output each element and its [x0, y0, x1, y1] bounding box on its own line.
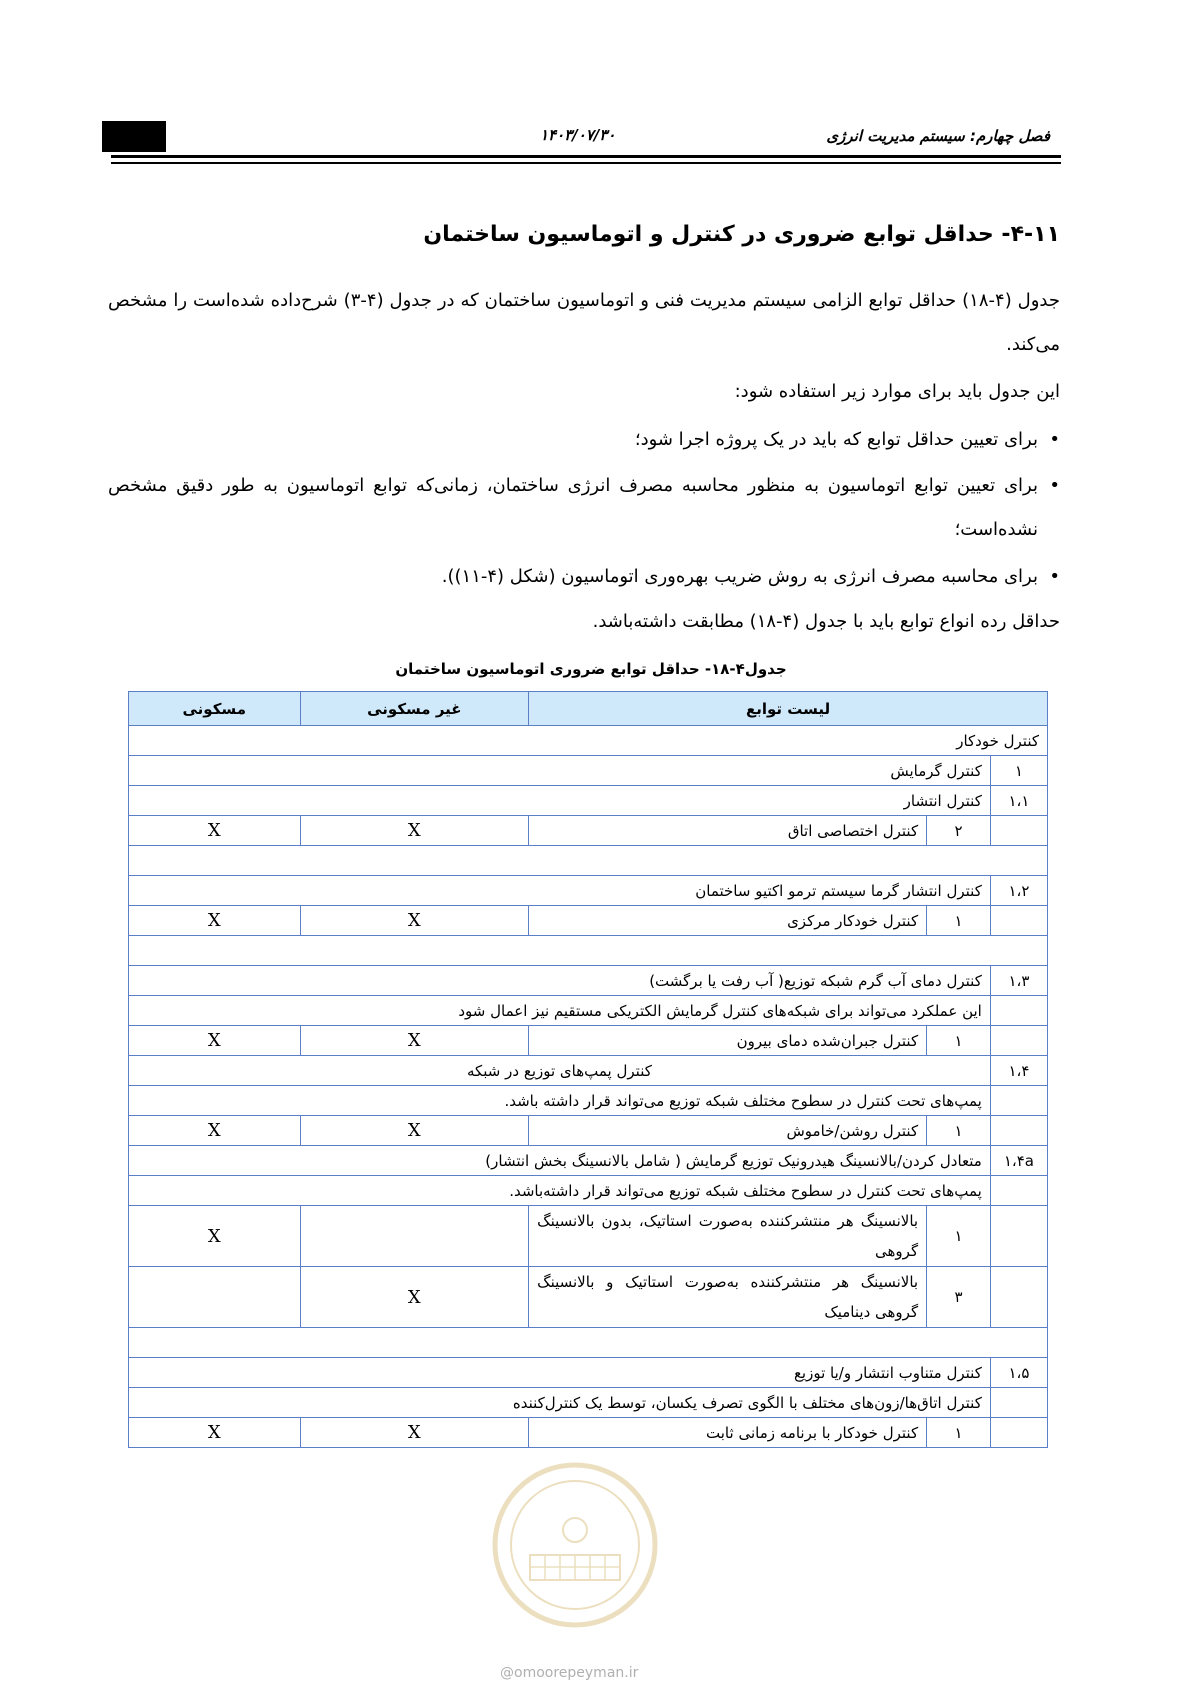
table-row: [129, 876, 1048, 906]
functions-table: [128, 691, 1048, 1448]
mark-residential: X: [129, 1026, 301, 1056]
row-number: ۱: [927, 1418, 991, 1448]
row-number: ۱: [927, 906, 991, 936]
row-text: کنترل روشن/خاموش: [529, 1116, 927, 1146]
bullet-item: • برای محاسبه مصرف انرژی به روش ضریب بهره‌وری اتوماسیون (شکل (۴-۱۱)).: [108, 555, 1060, 599]
watermark-text: @omoorepeyman.ir: [500, 1665, 639, 1681]
empty-cell: [990, 1418, 1047, 1448]
empty-cell: [129, 1267, 301, 1328]
empty-cell: [129, 1328, 1048, 1358]
row-number: ۱: [927, 1116, 991, 1146]
table-spacer-row: [129, 936, 1048, 966]
empty-cell: [129, 846, 1048, 876]
mark-non-residential: X: [300, 1116, 529, 1146]
row-number: ۱،۴: [990, 1056, 1047, 1086]
table-row: [129, 906, 1048, 936]
table-caption: جدول۴-۱۸- حداقل توابع ضروری اتوماسیون ساختمان: [395, 660, 787, 678]
table-header-row: [129, 692, 1048, 726]
row-text: کنترل خودکار با برنامه زمانی ثابت: [529, 1418, 927, 1448]
table-row: [129, 1206, 1048, 1267]
row-number: ۱: [927, 1206, 991, 1267]
mark-residential: X: [129, 906, 301, 936]
table-row: [129, 1146, 1048, 1176]
mark-non-residential: X: [300, 816, 529, 846]
empty-cell: [300, 1206, 529, 1267]
empty-cell: [990, 906, 1047, 936]
table-row: [129, 996, 1048, 1026]
header-chapter-title: فصل چهارم: سیستم مدیریت انرژی: [826, 127, 1050, 145]
header-rule-thin: [111, 162, 1061, 164]
row-number: ۱،۴a: [990, 1146, 1047, 1176]
table-row: [129, 756, 1048, 786]
row-number: ۱: [927, 1026, 991, 1056]
mark-non-residential: X: [300, 906, 529, 936]
row-text: کنترل جبران‌شده دمای بیرون: [529, 1026, 927, 1056]
table-row: [129, 786, 1048, 816]
table-row: [129, 1176, 1048, 1206]
row-number: ۱،۱: [990, 786, 1047, 816]
empty-cell: [990, 1116, 1047, 1146]
row-number: ۱،۵: [990, 1358, 1047, 1388]
row-text: کنترل اختصاصی اتاق: [529, 816, 927, 846]
row-text: کنترل دمای آب گرم شبکه توزیع( آب رفت یا برگشت): [129, 966, 991, 996]
mark-residential: X: [129, 1206, 301, 1267]
row-note: کنترل اتاق‌ها/زون‌های مختلف با الگوی تصرف یکسان، توسط یک کنترل‌کننده: [129, 1388, 991, 1418]
empty-cell: [990, 1176, 1047, 1206]
closing-paragraph: حداقل رده انواع توابع باید با جدول (۴-۱۸) مطابقت داشته‌باشد.: [592, 611, 1060, 632]
header-rule: [111, 155, 1061, 158]
bullet-item: • برای تعیین توابع اتوماسیون به منظور محاسبه مصرف انرژی ساختمان، زمانی‌که توابع اتوماسیون به طور دقیق مشخص نشده‌است؛: [108, 464, 1060, 552]
mark-residential: X: [129, 1418, 301, 1448]
table-row: [129, 966, 1048, 996]
row-text: کنترل متناوب انتشار و/یا توزیع: [129, 1358, 991, 1388]
table-row: [129, 1418, 1048, 1448]
row-text: کنترل انتشار گرما سیستم ترمو اکتیو ساختمان: [129, 876, 991, 906]
table-row: [129, 1388, 1048, 1418]
mark-non-residential: X: [300, 1267, 529, 1328]
mark-non-residential: X: [300, 1026, 529, 1056]
header-date: ۱۴۰۳/۰۷/۳۰: [540, 126, 616, 144]
row-number: ۲: [927, 816, 991, 846]
watermark-logo-icon: [490, 1460, 660, 1630]
table-row: [129, 816, 1048, 846]
row-note: این عملکرد می‌تواند برای شبکه‌های کنترل گرمایش الکتریکی مستقیم نیز اعمال شود: [129, 996, 991, 1026]
page-number-box: [102, 121, 166, 152]
section-heading: ۴-۱۱- حداقل توابع ضروری در کنترل و اتوماسیون ساختمان: [423, 222, 1060, 247]
row-note: پمپ‌های تحت کنترل در سطوح مختلف شبکه توزیع می‌تواند قرار داشته‌باشد.: [129, 1176, 991, 1206]
row-number: ۱: [990, 756, 1047, 786]
uses-intro: این جدول باید برای موارد زیر استفاده شود:: [734, 381, 1060, 402]
mark-residential: X: [129, 816, 301, 846]
row-text: کنترل گرمایش: [129, 756, 991, 786]
table-row: [129, 1267, 1048, 1328]
row-text: متعادل کردن/بالانسینگ هیدرونیک توزیع گرمایش ( شامل بالانسینگ بخش انتشار): [129, 1146, 991, 1176]
row-number: ۱،۳: [990, 966, 1047, 996]
empty-cell: [990, 1388, 1047, 1418]
mark-non-residential: X: [300, 1418, 529, 1448]
row-text: کنترل پمپ‌های توزیع در شبکه: [129, 1056, 991, 1086]
empty-cell: [990, 1026, 1047, 1056]
empty-cell: [990, 1267, 1047, 1328]
mark-residential: X: [129, 1116, 301, 1146]
table-row: [129, 1358, 1048, 1388]
row-number: ۱،۲: [990, 876, 1047, 906]
empty-cell: [990, 1206, 1047, 1267]
empty-cell: [990, 1086, 1047, 1116]
header-residential: مسکونی: [129, 692, 301, 726]
row-text: بالانسینگ هر منتشرکننده به‌صورت استاتیک، بدون بالانسینگ گروهی: [529, 1206, 927, 1267]
table-row: [129, 726, 1048, 756]
empty-cell: [990, 816, 1047, 846]
empty-cell: [990, 996, 1047, 1026]
table-spacer-row: [129, 1328, 1048, 1358]
row-note: پمپ‌های تحت کنترل در سطوح مختلف شبکه توزیع می‌تواند قرار داشته باشد.: [129, 1086, 991, 1116]
row-number: ۳: [927, 1267, 991, 1328]
row-automatic-control: کنترل خودکار: [129, 726, 1048, 756]
row-text: بالانسینگ هر منتشرکننده به‌صورت استاتیک و بالانسینگ گروهی دینامیک: [529, 1267, 927, 1328]
table-row: [129, 1116, 1048, 1146]
table-row: [129, 1086, 1048, 1116]
header-functions: لیست توابع: [529, 692, 1048, 726]
table-spacer-row: [129, 846, 1048, 876]
table-row: [129, 1056, 1048, 1086]
empty-cell: [129, 936, 1048, 966]
row-text: کنترل خودکار مرکزی: [529, 906, 927, 936]
intro-paragraph: جدول (۴-۱۸) حداقل توابع الزامی سیستم مدیریت فنی و اتوماسیون ساختمان که در جدول (۴-۳) شرح‌داده شده‌است را مشخص می‌کند.: [108, 290, 1061, 355]
bullet-item: • برای تعیین حداقل توابع که باید در یک پروژه اجرا شود؛: [108, 418, 1060, 462]
table-row: [129, 1026, 1048, 1056]
row-text: کنترل انتشار: [129, 786, 991, 816]
header-non-residential: غیر مسکونی: [300, 692, 529, 726]
